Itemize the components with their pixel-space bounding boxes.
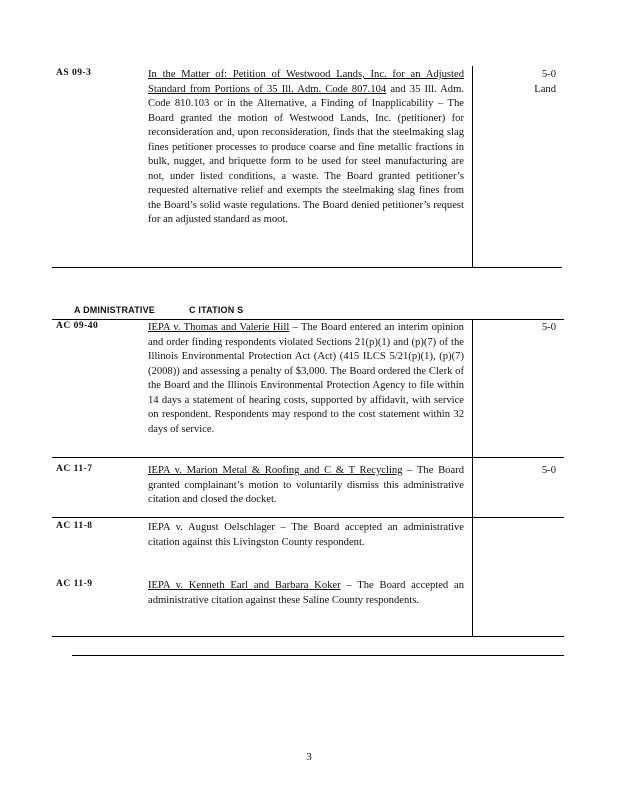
row-divider: [52, 517, 564, 518]
docket-number: AC 11-8: [56, 521, 93, 531]
case-title: In the Matter of: Petition of Westwood Lands, Inc. for an Adjusted Standard from Portions of 35 Ill. Adm. Code 807.104: [148, 69, 464, 95]
table-top-border: [52, 319, 564, 320]
entry-text: [148, 68, 464, 228]
vote-count: [496, 68, 556, 97]
entry-text: [148, 464, 464, 508]
docket-number: AS 09-3: [56, 68, 92, 78]
entry-text: [148, 579, 464, 608]
entry-ac-11-7: [52, 464, 564, 514]
case-summary: – The Board entered an interim opinion and order finding respondents violated Sections 21(p)(1) and (p)(7) of the Illinois Environmental Protection Act (Act) (415 ILCS 5/21(p)(1), (p)(7) (2008)) and assessing a penalty of $3,000. The Board ordered the Clerk of the Board and the Illinois Environmental Protection Agency to file within 14 days a statement of hearing costs, supported by affidavit, with service on respondent. Respondents may respond to the cost statement within 32 days of service.: [148, 322, 464, 435]
column-divider: [472, 66, 473, 268]
entry-ac-09-40: [52, 321, 564, 455]
row-divider: [52, 457, 564, 458]
entry-text: [148, 521, 464, 550]
entry-text: [148, 321, 464, 437]
docket-number: AC 09-40: [56, 321, 99, 331]
entry-ac-11-8: [52, 521, 564, 571]
vote-count: 5-0: [541, 465, 556, 476]
vote-value: 5-0: [541, 69, 556, 80]
section-heading: [74, 305, 243, 315]
case-summary: – The Board accepted an administrative citation against this Livingston County respondent.: [148, 522, 464, 548]
row-divider: [52, 636, 564, 637]
vote-note: Land: [534, 83, 556, 95]
docket-number: AC 11-7: [56, 464, 93, 474]
case-title: IEPA v. Kenneth Earl and Barbara Koker: [148, 580, 341, 591]
docket-number: AC 11-9: [56, 579, 93, 589]
case-summary: – The Board granted complainant’s motion to voluntarily dismiss this administrative citation and closed the docket.: [148, 465, 464, 505]
section-heading-word1: A DMINISTRATIVE: [74, 305, 155, 315]
section-heading-word2: C ITATION S: [189, 305, 244, 315]
case-summary: – The Board accepted an administrative citation against these Saline County respondents.: [148, 580, 464, 606]
entry-as-09-3: [52, 68, 564, 268]
page-number: 3: [306, 751, 312, 763]
table-bottom-border: [72, 655, 564, 656]
entry-ac-11-9: [52, 579, 564, 629]
case-summary: and 35 Ill. Adm. Code 810.103 or in the Alternative, a Finding of Inapplicability – The Board granted the motion of Westwood Lands, Inc. (petitioner) for reconsideration and, upon reconsideration, finds that the steelmaking slag fines petitioner processes to produce coarse and fine metallic fractions in bulk, nugget, and briquette form to be used for steel manufacturing are not, under listed conditions, a waste. The Board granted petitioner’s requested alternative relief and exempts the steelmaking slag fines from the Board’s solid waste regulations. The Board denied petitioner’s request for an adjusted standard as moot.: [148, 83, 464, 225]
case-title: IEPA v. Thomas and Valerie Hill: [148, 322, 290, 333]
vote-count: 5-0: [541, 322, 556, 333]
case-title: IEPA v. Marion Metal & Roofing and C & T Recycling: [148, 465, 403, 476]
case-title: IEPA v. August Oelschlager: [148, 522, 275, 533]
row-divider: [52, 267, 562, 268]
